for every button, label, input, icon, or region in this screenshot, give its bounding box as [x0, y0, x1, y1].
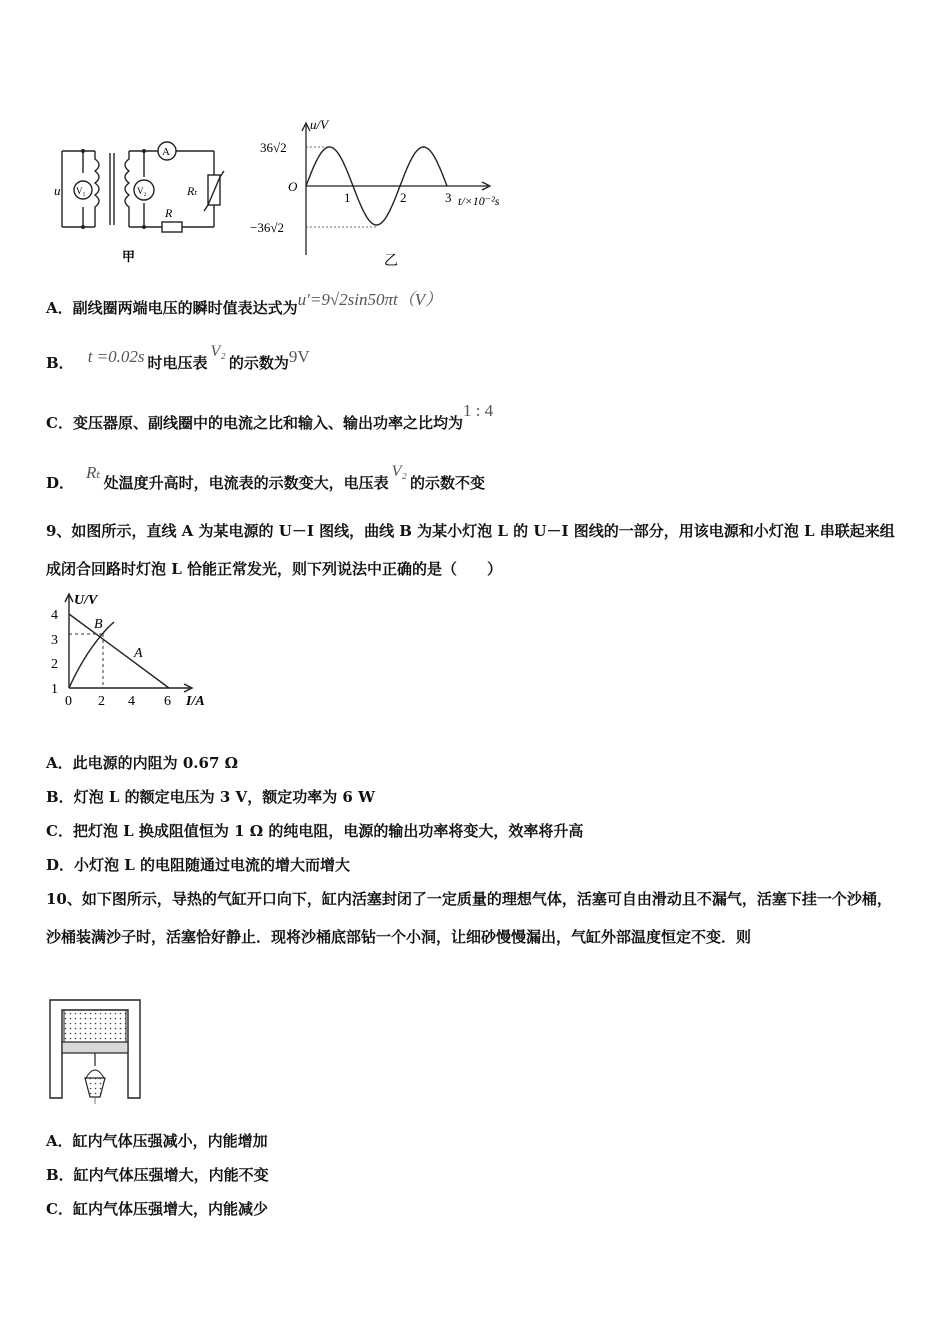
- q8-b-voltmeter: V₂: [210, 343, 226, 360]
- caption-yi: 乙: [384, 254, 398, 269]
- graph-axis-y: U/V: [74, 593, 98, 608]
- x-tick-4: 4: [128, 694, 135, 709]
- x-tick-2: 2: [98, 694, 105, 709]
- tick-1: 1: [344, 190, 351, 205]
- q9-option-d: D．小灯泡 L 的电阻随通过电流的增大而增大: [46, 856, 351, 874]
- line-a: [69, 614, 169, 688]
- label-v2: V₂: [137, 186, 147, 196]
- circuit-diagram: [50, 135, 240, 265]
- graph-axis-x: I/A: [186, 694, 205, 709]
- q8-option-d: D．Rₜ处温度升高时，电流表的示数变大，电压表V₂的示数不变: [46, 463, 485, 492]
- q9-option-b: B．灯泡 L 的额定电压为 3 V，额定功率为 6 W: [46, 788, 375, 806]
- label-rt: Rₜ: [187, 184, 198, 198]
- q8-option-a: A．副线圈两端电压的瞬时值表达式为u′=9√2sin50πt（V）: [46, 290, 443, 317]
- ui-graph: [48, 588, 223, 713]
- peak-positive-label: 36√2: [260, 140, 287, 155]
- y-tick-3: 3: [51, 633, 58, 648]
- y-tick-2: 2: [51, 657, 58, 672]
- q9-option-a: A．此电源的内阻为 0.67 Ω: [46, 754, 238, 772]
- tick-3: 3: [445, 190, 452, 205]
- x-tick-6: 6: [164, 694, 171, 709]
- y-tick-4: 4: [51, 608, 58, 623]
- q10-option-b: B．缸内气体压强增大，内能不变: [46, 1166, 269, 1184]
- axis-y-label: u/V: [310, 117, 329, 132]
- q8-option-b: B． t =0.02s 时电压表V₂的示数为9V: [46, 343, 310, 372]
- q10-stem: 10、如下图所示，导热的气缸开口向下，缸内活塞封闭了一定质量的理想气体，活塞可自由滑动且不漏气，活塞下挂一个沙桶，沙桶装满沙子时，活塞恰好静止．现将沙桶底部钻一个小洞，让细砂慢慢漏出，气缸外部温度恒定不变．则: [46, 890, 892, 946]
- caption-jia: 甲: [122, 249, 136, 264]
- label-curve-b: B: [94, 617, 103, 632]
- q8-c-ratio: 1 : 4: [462, 401, 494, 420]
- q8-d-voltmeter: V₂: [391, 463, 407, 480]
- q8-b-time: t =0.02s: [87, 347, 145, 366]
- q8-b-value: 9V: [288, 347, 310, 366]
- q9-stem: 9、如图所示，直线 A 为某电源的 U－I 图线，曲线 B 为某小灯泡 L 的 U－I 图线的一部分，用该电源和小灯泡 L 串联起来组成闭合回路时灯泡 L 恰能正常发光，则下列说法中正确的是（ ）: [46, 522, 895, 578]
- q8-option-c: C．变压器原、副线圈中的电流之比和输入、输出功率之比均为1 : 4: [46, 401, 494, 432]
- q8-d-rt: Rₜ: [86, 463, 101, 482]
- label-line-a: A: [134, 646, 143, 661]
- peak-negative-label: −36√2: [250, 220, 284, 235]
- tick-2: 2: [400, 190, 407, 205]
- axis-x-label: t/×10⁻²s: [458, 194, 500, 208]
- q9-option-c: C．把灯泡 L 换成阻值恒为 1 Ω 的纯电阻，电源的输出功率将变大，效率将升高: [46, 822, 584, 840]
- voltage-waveform: [250, 115, 530, 270]
- cylinder-diagram: [48, 996, 144, 1112]
- q8-a-formula: u′=9√2sin50πt（V）: [297, 290, 443, 309]
- x-tick-0: 0: [65, 694, 72, 709]
- label-r: R: [165, 206, 173, 220]
- y-tick-1: 1: [51, 682, 58, 697]
- sand-bucket: [85, 1078, 105, 1097]
- q10-option-a: A．缸内气体压强减小，内能增加: [46, 1132, 268, 1150]
- q10-option-c: C．缸内气体压强增大，内能减少: [46, 1200, 268, 1218]
- origin-label: O: [288, 179, 298, 194]
- label-ammeter: A: [162, 146, 170, 158]
- label-v1: V₁: [76, 186, 86, 196]
- label-u: u: [54, 183, 61, 198]
- curve-b: [69, 622, 114, 688]
